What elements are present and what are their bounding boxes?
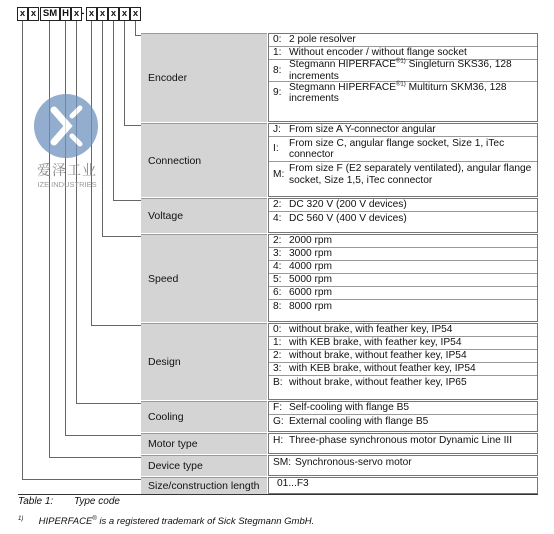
option-text: External cooling with flange B5	[289, 415, 429, 427]
logo-english-text: IZE INDUSTRIES	[37, 180, 97, 189]
option-key: 8:	[273, 64, 282, 76]
option-item	[269, 261, 537, 274]
option-text: 4000 rpm	[289, 261, 333, 273]
option-text: without brake, with feather key, IP54	[289, 324, 453, 336]
option-text: Synchronous-servo motor	[295, 457, 412, 469]
row-label: Motor type	[141, 433, 267, 454]
type-code-box: x	[119, 7, 130, 21]
row-label: Connection	[141, 123, 267, 197]
option-key: 0:	[273, 324, 282, 336]
connector-horizontal-line	[91, 325, 141, 326]
option-text-post: Multiturn SKM36, 128 increments	[289, 81, 507, 104]
option-key: 8:	[273, 300, 282, 312]
option-key: 1:	[273, 337, 282, 349]
row-options	[268, 323, 538, 400]
table-bottom-rule	[18, 494, 538, 495]
logo-chinese-text: 爱泽工业	[37, 163, 97, 179]
row-label: Design	[141, 323, 267, 400]
option-item	[269, 363, 537, 376]
option-text-post: Singleturn SKS36, 128 increments	[289, 59, 512, 82]
option-key: 2:	[273, 350, 282, 362]
option-key: 4:	[273, 261, 282, 273]
type-code-box: x	[97, 7, 108, 21]
option-item	[269, 337, 537, 350]
option-text: with KEB brake, without feather key, IP54	[289, 363, 476, 375]
option-key: B:	[273, 376, 283, 388]
connector-horizontal-line	[65, 435, 141, 436]
option-item	[269, 82, 537, 104]
connector-horizontal-line	[102, 236, 141, 237]
option-footnote-sup: ®1)	[396, 81, 406, 88]
option-text: Self-cooling with flange B5	[289, 402, 410, 414]
option-key: 9:	[273, 87, 282, 99]
option-item	[269, 60, 537, 82]
connector-horizontal-line	[113, 200, 141, 201]
type-code-box: x	[71, 7, 82, 21]
option-text	[289, 82, 537, 105]
option-item	[269, 434, 537, 448]
option-item	[269, 415, 537, 428]
option-text: Three-phase synchronous motor Dynamic Line III	[289, 435, 513, 447]
connector-vertical-line	[113, 21, 114, 200]
option-item	[269, 212, 537, 225]
option-key: 2:	[273, 199, 282, 211]
option-text: 6000 rpm	[289, 287, 333, 299]
option-text	[289, 59, 537, 82]
company-logo	[32, 94, 102, 204]
option-text: From size A Y-connector angular	[289, 124, 436, 136]
option-key: 5:	[273, 274, 282, 286]
option-key: I:	[273, 143, 279, 155]
footnote-text-pre: HIPERFACE	[38, 516, 93, 527]
option-item	[269, 124, 537, 137]
option-item	[269, 350, 537, 363]
option-key: M:	[273, 168, 285, 180]
footnote-mark: 1)	[18, 515, 24, 522]
connector-vertical-line	[22, 21, 23, 479]
option-text: 8000 rpm	[289, 300, 333, 312]
row-options	[268, 234, 538, 322]
row-options	[268, 455, 538, 476]
option-item	[269, 137, 537, 162]
table-caption	[18, 496, 120, 507]
row-options	[268, 433, 538, 454]
option-key: G:	[273, 415, 284, 427]
option-key: 0:	[273, 34, 282, 46]
option-text: From size F (E2 separately ventilated), angular flange socket, Size 1,5, iTec connector	[289, 163, 532, 186]
option-key: 4:	[273, 212, 282, 224]
connector-horizontal-line	[22, 479, 141, 480]
row-label: Device type	[141, 455, 267, 476]
type-code-box: x	[17, 7, 28, 21]
option-key: SM:	[273, 457, 292, 469]
connector-horizontal-line	[124, 125, 141, 126]
option-item	[269, 274, 537, 287]
connector-vertical-line	[65, 21, 66, 435]
row-label: Speed	[141, 234, 267, 322]
row-options	[268, 33, 538, 122]
option-text-pre: Stegmann HIPERFACE	[289, 59, 397, 70]
option-text-pre: Stegmann HIPERFACE	[289, 81, 397, 93]
connector-vertical-line	[76, 21, 77, 403]
option-text: 3000 rpm	[289, 248, 333, 260]
type-code-box: SM	[40, 7, 60, 21]
option-key: F:	[273, 402, 283, 414]
connector-vertical-line	[102, 21, 103, 236]
option-text: Without encoder / without flange socket	[289, 47, 467, 59]
connector-vertical-line	[135, 21, 136, 35]
option-footnote-sup: ®1)	[396, 58, 406, 65]
option-item	[269, 199, 537, 212]
option-item	[269, 34, 537, 47]
row-label: Encoder	[141, 33, 267, 122]
footnote-registered-mark: ®	[92, 515, 97, 522]
option-item	[269, 235, 537, 248]
connector-horizontal-line	[49, 457, 141, 458]
option-key: J:	[273, 124, 281, 136]
option-key: 1:	[273, 47, 282, 59]
option-text: DC 320 V (200 V devices)	[289, 199, 407, 211]
option-text: 2 pole resolver	[289, 34, 356, 46]
caption-number: Table 1:	[18, 496, 54, 507]
option-text: From size C, angular flange socket, Size 1, iTec connector	[289, 137, 505, 160]
option-item	[269, 456, 537, 470]
connector-vertical-line	[124, 21, 125, 125]
footnote	[18, 516, 314, 527]
row-options	[268, 477, 538, 494]
connector-vertical-line	[49, 21, 50, 457]
row-options	[268, 401, 538, 432]
caption-title: Type code	[74, 496, 120, 507]
type-code-dash: -	[81, 8, 85, 19]
option-text: with KEB brake, with feather key, IP54	[289, 337, 462, 349]
option-text: 01...F3	[277, 478, 309, 490]
row-options	[268, 198, 538, 233]
type-code-box: x	[130, 7, 141, 21]
option-item	[269, 402, 537, 415]
type-code-box: x	[28, 7, 39, 21]
logo-mark-icon	[34, 94, 98, 158]
option-text: 2000 rpm	[289, 235, 333, 247]
row-label: Cooling	[141, 401, 267, 432]
option-item	[269, 376, 537, 389]
option-text: without brake, without feather key, IP65	[289, 376, 467, 388]
connector-horizontal-line	[76, 403, 141, 404]
option-item	[269, 300, 537, 313]
option-key: 3:	[273, 248, 282, 260]
option-item	[269, 248, 537, 261]
option-item	[269, 162, 537, 187]
option-text: without brake, without feather key, IP54	[289, 350, 467, 362]
option-item	[269, 287, 537, 300]
row-options	[268, 123, 538, 197]
option-item	[269, 478, 537, 490]
row-label: Voltage	[141, 198, 267, 233]
option-item	[269, 324, 537, 337]
option-key: 6:	[273, 287, 282, 299]
option-key: H:	[273, 435, 284, 447]
type-code-box: x	[108, 7, 119, 21]
option-text: DC 560 V (400 V devices)	[289, 212, 407, 224]
type-code-box: H	[60, 7, 71, 21]
option-key: 2:	[273, 235, 282, 247]
type-code-box: x	[86, 7, 97, 21]
option-key: 3:	[273, 363, 282, 375]
option-text: 5000 rpm	[289, 274, 333, 286]
footnote-text-post: is a registered trademark of Sick Stegmann GmbH.	[96, 516, 315, 527]
row-label: Size/construction length	[141, 477, 267, 494]
